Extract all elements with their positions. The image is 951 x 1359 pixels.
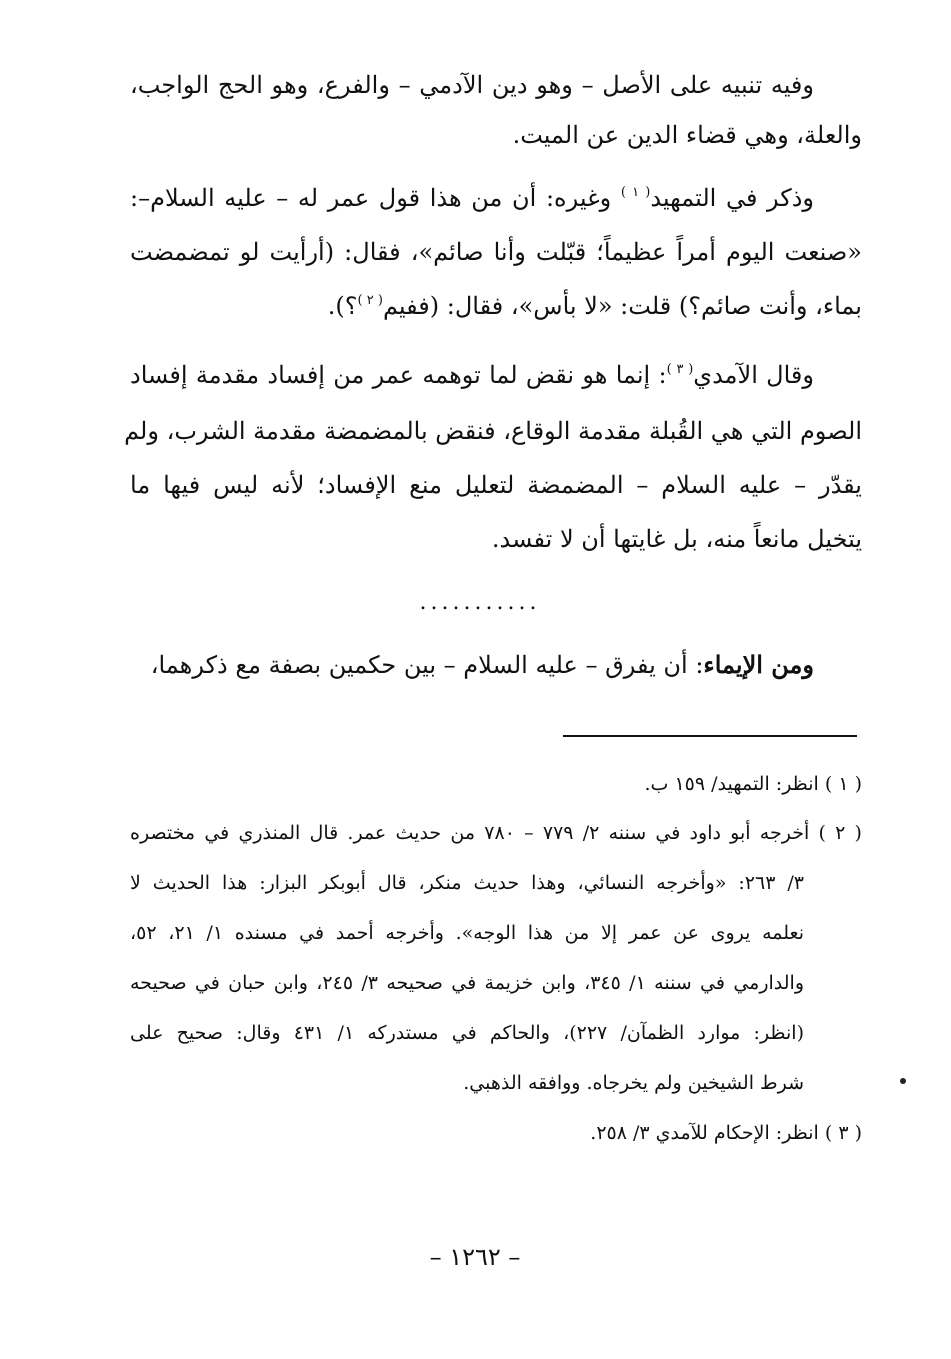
footnote-2-line4-text: والدارمي في سننه ١/ ٣٤٥، وابن خزيمة في صحيحه ٣/ ٢٤٥، وابن حبان في صحيحه — [130, 972, 804, 994]
page-number: – ١٢٦٢ – — [429, 1243, 521, 1271]
paragraph2-line3-text-a: بماء، وأنت صائم؟) قلت: «لا بأس»، فقال: (ففيم — [382, 292, 862, 320]
paragraph2-line2-text: «صنعت اليوم أمراً عظيماً؛ قبّلت وأنا صائم»، فقال: (أرأيت لو تمضمضت — [130, 238, 862, 266]
footnote-2-line1 — [130, 820, 862, 846]
footnote-3-text: ( ٣ ) انظر: الإحكام للآمدي ٣/ ٢٥٨. — [590, 1122, 862, 1144]
footnote-1-text: ( ١ ) انظر: التمهيد/ ١٥٩ ب. — [644, 773, 862, 795]
footnote-2-line1-text: ( ٢ ) أخرجه أبو داود في سننه ٢/ ٧٧٩ – ٧٨٠ من حديث عمر. قال المنذري في مختصره — [130, 822, 862, 844]
paragraph1-line2 — [130, 120, 862, 150]
paragraph4-line1 — [130, 650, 862, 680]
paragraph3-line4-text: يتخيل مانعاً منه، بل غايتها أن لا تفسد. — [491, 525, 862, 553]
paragraph3-line3 — [130, 470, 862, 500]
section-separator: ........... — [419, 590, 541, 615]
paragraph2-line1-text-b: وغيره: أن من هذا قول عمر له – عليه السلام–: — [130, 184, 621, 212]
paragraph3-line2-text: الصوم التي هي القُبلة مقدمة الوقاع، فنقض بالمضمضة مقدمة الشرب، ولم — [124, 417, 862, 445]
paragraph3-line4 — [130, 524, 862, 554]
footnote-2-line3 — [130, 920, 862, 946]
footnote-ref-2[interactable]: ( ٢ ) — [357, 293, 383, 308]
paragraph2-line1 — [130, 183, 862, 213]
paragraph1-line1 — [130, 70, 862, 100]
paragraph2-line3 — [130, 291, 862, 321]
paragraph2-line2 — [130, 237, 862, 267]
footnote-ref-3[interactable]: ( ٣ ) — [666, 362, 694, 377]
footnote-2-line6 — [130, 1070, 862, 1096]
footnote-2-line5-text: (انظر: موارد الظمآن/ ٢٢٧)، والحاكم في مستدركه ١/ ٤٣١ وقال: صحيح على — [130, 1022, 804, 1044]
footnote-2-line4 — [130, 970, 862, 996]
footnote-2-line2-text: ٣/ ٢٦٣: «وأخرجه النسائي، وهذا حديث منكر، قال أبوبكر البزار: هذا الحديث لا — [130, 872, 804, 894]
scan-mark — [900, 1078, 906, 1084]
footnote-ref-1[interactable]: ( ١ ) — [620, 185, 651, 200]
paragraph1-line2-text: والعلة، وهي قضاء الدين عن الميت. — [512, 121, 862, 149]
footnote-1 — [130, 771, 862, 797]
paragraph3-line2 — [124, 416, 862, 446]
footnote-2-line5 — [130, 1020, 862, 1046]
paragraph3-line1 — [130, 360, 862, 390]
paragraph2-line3-text-b: ؟). — [327, 292, 358, 320]
footnote-3 — [130, 1120, 862, 1146]
paragraph2-line1-text-a: وذكر في التمهيد — [650, 184, 814, 212]
paragraph3-line1-text-b: : إنما هو نقض لما توهمه عمر من إفساد مقدمة إفساد — [130, 361, 667, 389]
paragraph3-line3-text: يقدّر – عليه السلام – المضمضة لتعليل منع الإفساد؛ لأنه ليس فيها ما — [130, 471, 862, 499]
paragraph3-line1-text-a: وقال الآمدي — [693, 361, 814, 389]
footnote-2-line6-text: شرط الشيخين ولم يخرجاه. ووافقه الذهبي. — [463, 1072, 804, 1094]
paragraph1-line1-text: وفيه تنبيه على الأصل – وهو دين الآدمي – والفرع، وهو الحج الواجب، — [130, 71, 814, 99]
paragraph4-text: : أن يفرق – عليه السلام – بين حكمين بصفة مع ذكرهما، — [150, 651, 704, 679]
footnote-divider — [563, 735, 857, 737]
footnote-2-line2 — [130, 870, 862, 896]
footnote-2-line3-text: نعلمه يروى عن عمر إلا من هذا الوجه». وأخرجه أحمد في مسنده ١/ ٢١، ٥٢، — [130, 922, 805, 944]
paragraph4-heading-term: ومن الإيماء — [703, 650, 814, 679]
